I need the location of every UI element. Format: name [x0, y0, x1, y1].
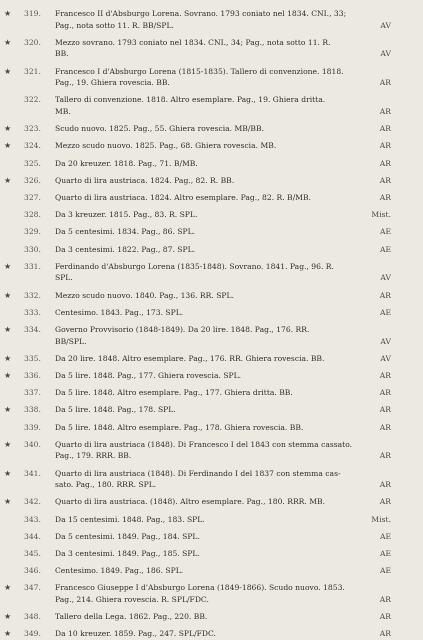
star-icon: ★ — [4, 405, 12, 415]
lot-number: 345. — [24, 549, 41, 558]
lot-number: 331. — [24, 261, 41, 271]
description-line: Da 3 centesimi. 1849. Pag., 185. SPL. — [55, 549, 200, 558]
lot-number: 326. — [24, 175, 41, 185]
description-line: Mezzo sovrano. 1793 coniato nel 1834. CNI., 34; Pag., nota sotto 11. R. — [55, 37, 331, 47]
description-line: Quarto di lira austriaca. (1848). Altro esemplare. Pag., 180. RRR. MB. — [55, 497, 325, 507]
lot-number: 328. — [24, 210, 41, 220]
star-icon: ★ — [4, 439, 12, 449]
description-line: Quarto di lira austriaca. 1824. Pag., 82. R. BB. — [55, 175, 235, 185]
description-line: Da 3 centesimi. 1822. Pag., 87. SPL. — [55, 244, 196, 254]
description-line: sato. Pag., 180. RRR. SPL. — [55, 480, 157, 490]
description-line: Tallero della Lega. 1862. Pag., 220. BB. — [55, 612, 208, 622]
lot-description — [55, 66, 373, 89]
description-line: Governo Provvisorio (1848-1849). Da 20 lire. 1848. Pag., 176. RR. — [55, 325, 310, 334]
metal-grade: AR — [379, 78, 391, 88]
star-icon: ★ — [4, 583, 12, 593]
metal-grade: AR — [379, 193, 391, 202]
metal-grade: Mist. — [371, 210, 391, 220]
description-line: SPL. — [55, 273, 73, 283]
lot-description — [55, 628, 373, 640]
description-line: Da 15 centesimi. 1848. Pag., 183. SPL. — [55, 514, 205, 524]
lot-description — [55, 94, 373, 117]
lot-number: 335. — [24, 353, 41, 363]
lot-description — [55, 175, 373, 187]
description-line: Centesimo. 1849. Pag., 186. SPL. — [55, 566, 184, 576]
metal-grade: AE — [379, 531, 391, 541]
description-line: Ferdinando d'Absburgo Lorena (1835-1848). Sovrano. 1841. Pag., 96. R. — [55, 261, 334, 271]
metal-grade: AE — [379, 566, 391, 576]
star-icon: ★ — [4, 9, 12, 18]
metal-grade: AR — [379, 175, 391, 185]
lot-description — [55, 439, 373, 462]
metal-grade: AV — [380, 353, 391, 363]
lot-description — [55, 290, 373, 302]
metal-grade: AR — [379, 629, 391, 639]
lot-number: 342. — [24, 497, 41, 507]
description-line: Quarto di lira austriaca. 1824. Altro esemplare. Pag., 82. R. B/MB. — [55, 193, 311, 202]
metal-grade: AE — [379, 244, 391, 254]
lot-description — [55, 468, 373, 491]
lot-description — [55, 404, 373, 416]
lot-number: 348. — [24, 612, 41, 622]
star-icon: ★ — [4, 325, 12, 334]
star-icon: ★ — [4, 175, 12, 185]
lot-description — [55, 548, 373, 560]
star-icon: ★ — [4, 141, 12, 151]
lot-description — [55, 192, 373, 204]
description-line: Da 5 lire. 1848. Altro esemplare. Pag., 178. Ghiera rovescia. BB. — [55, 422, 304, 432]
lot-description — [55, 261, 373, 284]
lot-number: 320. — [24, 37, 41, 47]
lot-number: 346. — [24, 566, 41, 576]
metal-grade: Mist. — [371, 514, 391, 524]
lot-description — [55, 123, 373, 135]
lot-description — [55, 387, 373, 399]
star-icon: ★ — [4, 371, 12, 380]
lot-number: 333. — [24, 307, 41, 317]
metal-grade: AR — [379, 388, 391, 398]
lot-description — [55, 514, 373, 526]
lot-number: 323. — [24, 124, 41, 134]
description-line: Mezzo scudo nuovo. 1840. Pag., 136. RR. SPL. — [55, 290, 234, 300]
lot-description — [55, 226, 373, 238]
metal-grade: AR — [379, 422, 391, 432]
description-line: Scudo nuovo. 1825. Pag., 55. Ghiera rovescia. MB/BB. — [55, 124, 265, 134]
description-line: Quarto di lira austriaca (1848). Di Francesco I del 1843 con stemma cassato. — [55, 439, 353, 449]
metal-grade: AR — [379, 158, 391, 168]
description-line: Da 5 lire. 1848. Pag., 178. SPL. — [55, 405, 176, 415]
metal-grade: AR — [379, 141, 391, 151]
lot-number: 325. — [24, 158, 41, 168]
lot-number: 343. — [24, 514, 41, 524]
lot-description — [55, 307, 373, 319]
lot-number: 336. — [24, 371, 41, 380]
description-line: MB. — [55, 106, 71, 116]
description-line: Centesimo. 1843. Pag., 173. SPL. — [55, 307, 184, 317]
star-icon: ★ — [4, 124, 12, 134]
lot-description — [55, 370, 373, 382]
description-line: Pag., 19. Ghiera rovescia. BB. — [55, 78, 170, 88]
metal-grade: AE — [379, 549, 391, 558]
description-line: Da 3 kreuzer. 1815. Pag., 83. R. SPL. — [55, 210, 198, 220]
metal-grade: AR — [379, 594, 391, 604]
star-icon: ★ — [4, 37, 12, 47]
description-line: Da 5 centesimi. 1849. Pag., 184. SPL. — [55, 531, 200, 541]
description-line: Quarto di lira austriaca (1848). Di Ferdinando I del 1837 con stemma cas- — [55, 468, 341, 478]
metal-grade: AR — [379, 290, 391, 300]
lot-description — [55, 140, 373, 152]
lot-number: 330. — [24, 244, 41, 254]
lot-description — [55, 353, 373, 365]
metal-grade: AR — [379, 497, 391, 507]
description-line: Francesco Giuseppe I d'Absburgo Lorena (1849-1866). Scudo nuovo. 1853. — [55, 583, 345, 593]
metal-grade: AR — [379, 480, 391, 490]
metal-grade: AR — [379, 612, 391, 622]
lot-number: 339. — [24, 422, 41, 432]
description-line: Da 5 lire. 1848. Altro esemplare. Pag., 177. Ghiera dritta. BB. — [55, 388, 293, 398]
star-icon: ★ — [4, 66, 12, 76]
description-line: Da 10 kreuzer. 1859. Pag., 247. SPL/FDC. — [55, 629, 216, 639]
metal-grade: AE — [379, 307, 391, 317]
lot-number: 347. — [24, 583, 41, 593]
lot-description — [55, 565, 373, 577]
description-line: Da 5 centesimi. 1834. Pag., 86. SPL. — [55, 227, 196, 237]
lot-description — [55, 244, 373, 256]
metal-grade: AV — [380, 273, 391, 283]
description-line: Mezzo scudo nuovo. 1825. Pag., 68. Ghiera rovescia. MB. — [55, 141, 277, 151]
lot-number: 319. — [24, 9, 41, 18]
metal-grade: AV — [380, 336, 391, 346]
star-icon: ★ — [4, 468, 12, 478]
lot-description — [55, 37, 373, 60]
metal-grade: AV — [380, 49, 391, 59]
description-line: Da 20 lire. 1848. Altro esemplare. Pag., 176. RR. Ghiera rovescia. BB. — [55, 353, 325, 363]
lot-description — [55, 158, 373, 170]
metal-grade: AR — [379, 124, 391, 134]
description-line: Francesco I d'Absburgo Lorena (1815-1835). Tallero di convenzione. 1818. — [55, 66, 344, 76]
lot-description — [55, 8, 373, 31]
description-line: BB. — [55, 49, 69, 59]
star-icon: ★ — [4, 290, 12, 300]
lot-description — [55, 582, 373, 605]
description-line: Pag., 214. Ghiera rovescia. R. SPL/FDC. — [55, 594, 209, 604]
lot-description — [55, 496, 373, 508]
description-line: Da 20 kreuzer. 1818. Pag., 71. B/MB. — [55, 158, 198, 168]
metal-grade: AR — [379, 106, 391, 116]
description-line: Tallero di convenzione. 1818. Altro esemplare. Pag., 19. Ghiera dritta. — [55, 95, 326, 105]
lot-number: 324. — [24, 141, 41, 151]
lot-number: 338. — [24, 405, 41, 415]
description-line: BB/SPL. — [55, 336, 87, 346]
lot-description — [55, 531, 373, 543]
lot-description — [55, 209, 373, 221]
star-icon: ★ — [4, 261, 12, 271]
lot-number: 341. — [24, 468, 41, 478]
lot-number: 344. — [24, 531, 41, 541]
lot-number: 332. — [24, 290, 41, 300]
metal-grade: AE — [379, 227, 391, 237]
lot-number: 340. — [24, 439, 41, 449]
star-icon: ★ — [4, 612, 12, 622]
lot-description — [55, 611, 373, 623]
star-icon: ★ — [4, 629, 12, 639]
lot-number: 337. — [24, 388, 41, 398]
metal-grade: AR — [379, 451, 391, 461]
description-line: Pag., 179. RRR. BB. — [55, 451, 132, 461]
star-icon: ★ — [4, 353, 12, 363]
description-line: Da 5 lire. 1848. Pag., 177. Ghiera rovescia. SPL. — [55, 371, 242, 380]
lot-number: 327. — [24, 193, 41, 202]
metal-grade: AR — [379, 405, 391, 415]
lot-description — [55, 422, 373, 434]
lot-description — [55, 324, 373, 347]
lot-number: 349. — [24, 629, 41, 639]
metal-grade: AR — [379, 371, 391, 380]
description-line: Pag., nota sotto 11. R. BB/SPL. — [55, 20, 174, 30]
lot-number: 322. — [24, 95, 41, 105]
lot-number: 321. — [24, 66, 41, 76]
description-line: Francesco II d'Absburgo Lorena. Sovrano. 1793 coniato nel 1834. CNI., 33; — [55, 9, 347, 18]
metal-grade: AV — [380, 20, 391, 30]
star-icon: ★ — [4, 497, 12, 507]
lot-number: 334. — [24, 325, 41, 334]
lot-number: 329. — [24, 227, 41, 237]
